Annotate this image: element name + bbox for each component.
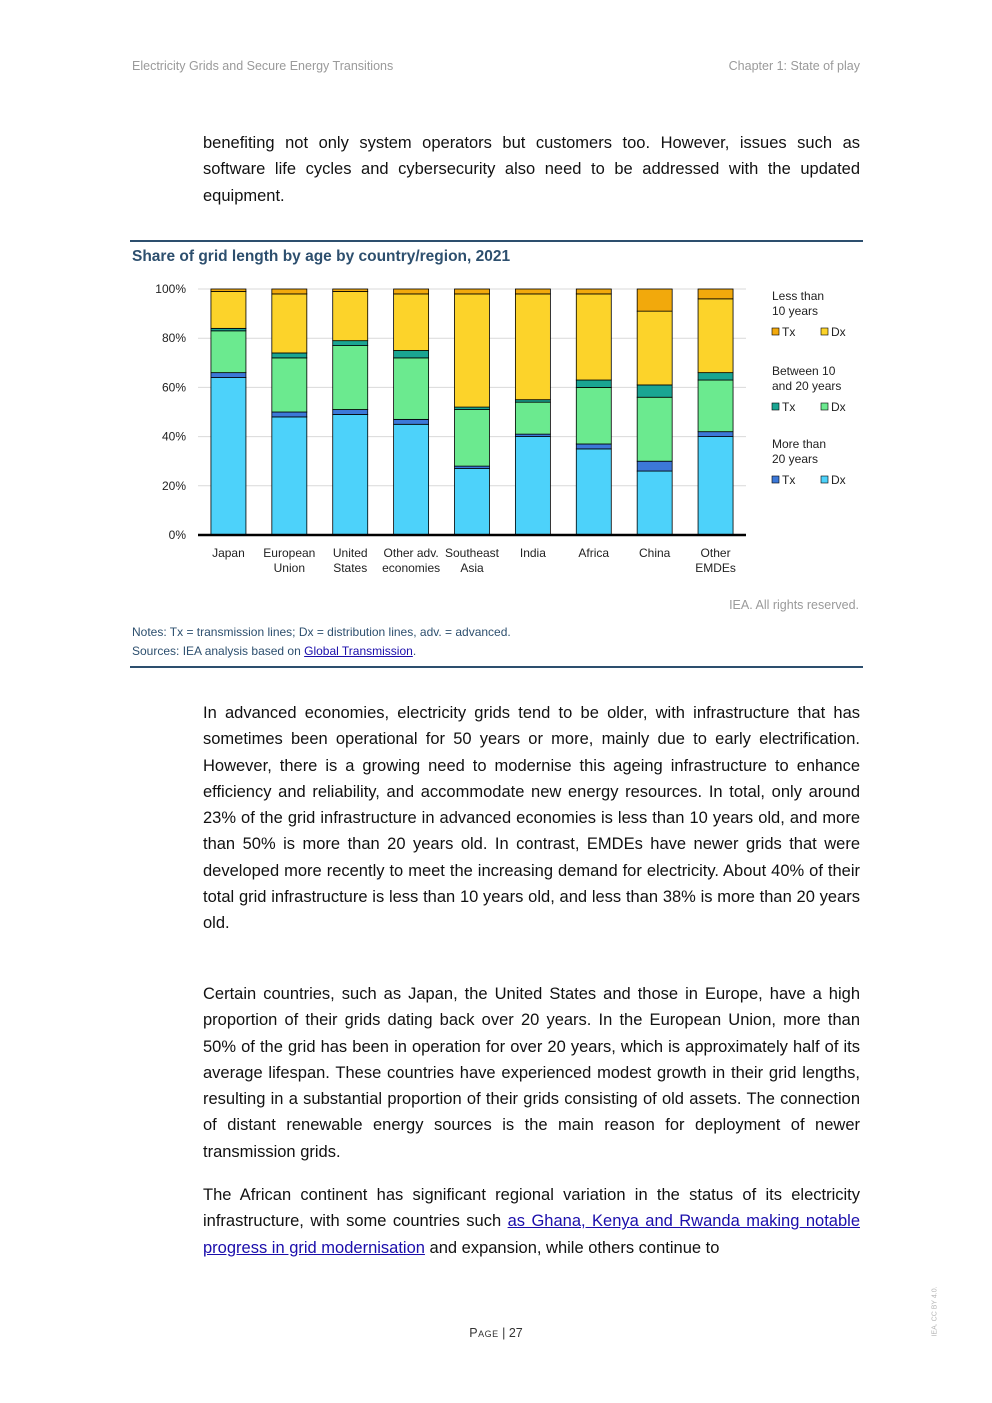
bar-segment bbox=[272, 417, 307, 535]
y-tick-label: 80% bbox=[161, 331, 186, 346]
bar-segment bbox=[698, 432, 733, 437]
bar-segment bbox=[576, 444, 611, 449]
bar-segment bbox=[394, 358, 429, 420]
bar-segment bbox=[394, 289, 429, 294]
legend-swatch-dx bbox=[821, 476, 828, 483]
bar-segment bbox=[576, 387, 611, 444]
legend-swatch-tx bbox=[772, 476, 779, 483]
legend-swatch-dx bbox=[821, 328, 828, 335]
page-number: 27 bbox=[508, 1326, 523, 1340]
page-separator: | bbox=[498, 1326, 509, 1340]
legend-label-tx: Tx bbox=[782, 473, 796, 487]
legend-label-dx: Dx bbox=[831, 325, 846, 339]
sources-suffix: . bbox=[412, 644, 417, 658]
x-category-label: Other adv. bbox=[383, 546, 439, 560]
bar-segment bbox=[576, 289, 611, 294]
x-category-label: EMDEs bbox=[695, 561, 736, 575]
x-category-label: Union bbox=[273, 561, 306, 575]
bar-segment bbox=[698, 289, 733, 299]
sources-prefix: Sources: IEA analysis based on bbox=[132, 644, 305, 658]
bar-segment bbox=[637, 461, 672, 471]
bar-segment bbox=[576, 449, 611, 535]
y-tick-label: 100% bbox=[155, 282, 186, 296]
bar-segment bbox=[576, 294, 611, 380]
x-category-label: European bbox=[263, 546, 316, 560]
bar-segment bbox=[455, 469, 490, 535]
bar-segment bbox=[333, 414, 368, 535]
bar-segment bbox=[515, 402, 550, 434]
bar-segment bbox=[515, 294, 550, 400]
legend-swatch-tx bbox=[772, 403, 779, 410]
legend-heading: More than bbox=[772, 437, 827, 451]
figure-bottom-rule bbox=[130, 666, 863, 668]
x-category-label: China bbox=[638, 546, 671, 560]
bar-segment bbox=[211, 291, 246, 328]
legend-label-dx: Dx bbox=[831, 473, 846, 487]
bar-segment bbox=[637, 311, 672, 385]
bar-segment bbox=[272, 289, 307, 294]
y-tick-label: 0% bbox=[168, 528, 186, 542]
paragraph-3-start: The African continent has significant regional variation in the status of its electricity infrastructure, with some countries such bbox=[203, 1186, 860, 1231]
bar-segment bbox=[272, 412, 307, 417]
page-footer bbox=[0, 1326, 992, 1340]
sources-line bbox=[132, 642, 511, 661]
legend-heading: and 20 years bbox=[772, 379, 842, 393]
x-category-label: Southeast bbox=[444, 546, 500, 560]
figure-top-rule bbox=[130, 240, 863, 242]
bar-segment bbox=[698, 373, 733, 380]
bar-segment bbox=[576, 380, 611, 387]
legend-swatch-dx bbox=[821, 403, 828, 410]
intro-paragraph: benefiting not only system operators but customers too. However, issues such as software life cycles and cybersecurity also need to be addressed with the updated equipment. bbox=[203, 134, 860, 205]
bar-segment bbox=[637, 385, 672, 397]
x-category-label: Africa bbox=[578, 546, 610, 560]
bar-segment bbox=[272, 358, 307, 412]
bar-segment bbox=[455, 289, 490, 294]
bar-segment bbox=[211, 378, 246, 535]
legend-heading: 10 years bbox=[772, 304, 819, 318]
bar-segment bbox=[394, 419, 429, 424]
stacked-bar-chart bbox=[130, 275, 863, 585]
bar-segment bbox=[455, 410, 490, 467]
x-category-label: Asia bbox=[460, 561, 484, 575]
bar-segment bbox=[333, 289, 368, 291]
body-paragraph-2: Certain countries, such as Japan, the United States and those in Europe, have a high proportion of their grids dating back over 20 years. In the European Union, more than 50% of the grid has been in operation for over 20 years, which is approximately half of its average lifespan. These countries have experienced modest growth in their grid lengths, resulting in a substantial proportion of their grids consisting of old assets. The connection of distant renewable energy sources is the main reason for deployment of newer transmission grids. bbox=[203, 985, 860, 1161]
legend-heading: Between 10 bbox=[772, 364, 836, 378]
x-category-label: Other bbox=[700, 546, 731, 560]
bar-segment bbox=[637, 471, 672, 535]
x-category-label: economies bbox=[382, 561, 441, 575]
y-tick-label: 60% bbox=[161, 380, 186, 395]
x-category-label: Japan bbox=[212, 546, 245, 560]
bar-segment bbox=[637, 397, 672, 461]
bar-segment bbox=[333, 410, 368, 415]
body-paragraph-1: In advanced economies, electricity grids tend to be older, with infrastructure that has sometimes been operational for 50 years or more, mainly due to early electrification. However, there is a growing need to modernise this ageing infrastructure to enhance efficiency and reliability, and accommodate new energy resources. In total, only around 23% of the grid infrastructure in advanced economies is less than 10 years old, and more than 50% is more than 20 years old. In contrast, EMDEs have newer grids that were developed more recently to meet the increasing demand for electricity. About 40% of their total grid infrastructure is less than 10 years old, and less than 38% is more than 20 years old. bbox=[203, 704, 860, 933]
legend-heading: 20 years bbox=[772, 452, 819, 466]
page-word: Page bbox=[469, 1326, 499, 1340]
x-category-label: States bbox=[333, 561, 368, 575]
y-tick-label: 40% bbox=[161, 429, 186, 444]
legend-label-tx: Tx bbox=[782, 400, 796, 414]
legend-label-tx: Tx bbox=[782, 325, 796, 339]
bar-segment bbox=[211, 373, 246, 378]
bar-segment bbox=[698, 437, 733, 535]
legend-label-dx: Dx bbox=[831, 400, 846, 414]
legend-heading: Less than bbox=[772, 289, 825, 303]
bar-segment bbox=[333, 291, 368, 340]
bar-segment bbox=[455, 294, 490, 407]
bar-segment bbox=[333, 341, 368, 346]
bar-segment bbox=[515, 289, 550, 294]
ghana-kenya-rwanda-link[interactable]: as Ghana, Kenya and Rwanda making notable progress in grid modernisation bbox=[203, 1212, 860, 1257]
bar-segment bbox=[698, 380, 733, 432]
y-tick-label: 20% bbox=[161, 478, 186, 493]
license-note: IEA. CC BY 4.0. bbox=[931, 1286, 939, 1337]
bar-segment bbox=[637, 289, 672, 311]
running-header-chapter: Chapter 1: State of play bbox=[728, 59, 860, 73]
bar-segment bbox=[211, 289, 246, 291]
legend-swatch-tx bbox=[772, 328, 779, 335]
x-category-label: India bbox=[519, 546, 546, 560]
bar-segment bbox=[272, 294, 307, 353]
notes-line: Notes: Tx = transmission lines; Dx = distribution lines, adv. = advanced. bbox=[132, 625, 511, 639]
figure-title: Share of grid length by age by country/region, 2021 bbox=[132, 248, 511, 265]
bar-segment bbox=[394, 351, 429, 358]
figure-notes bbox=[132, 623, 511, 661]
bar-segment bbox=[333, 346, 368, 410]
paragraph-3-end: and expansion, while others continue to bbox=[424, 1238, 720, 1257]
bar-segment bbox=[272, 353, 307, 358]
body-paragraph-3 bbox=[203, 1182, 860, 1261]
bar-segment bbox=[394, 294, 429, 351]
x-category-label: United bbox=[332, 546, 368, 560]
running-header-title: Electricity Grids and Secure Energy Transitions bbox=[132, 59, 394, 73]
bar-segment bbox=[515, 437, 550, 535]
figure-credit: IEA. All rights reserved. bbox=[729, 598, 859, 612]
global-transmission-link[interactable]: Global Transmission bbox=[304, 644, 413, 658]
bar-segment bbox=[698, 299, 733, 373]
bar-segment bbox=[211, 331, 246, 373]
bar-segment bbox=[394, 424, 429, 535]
